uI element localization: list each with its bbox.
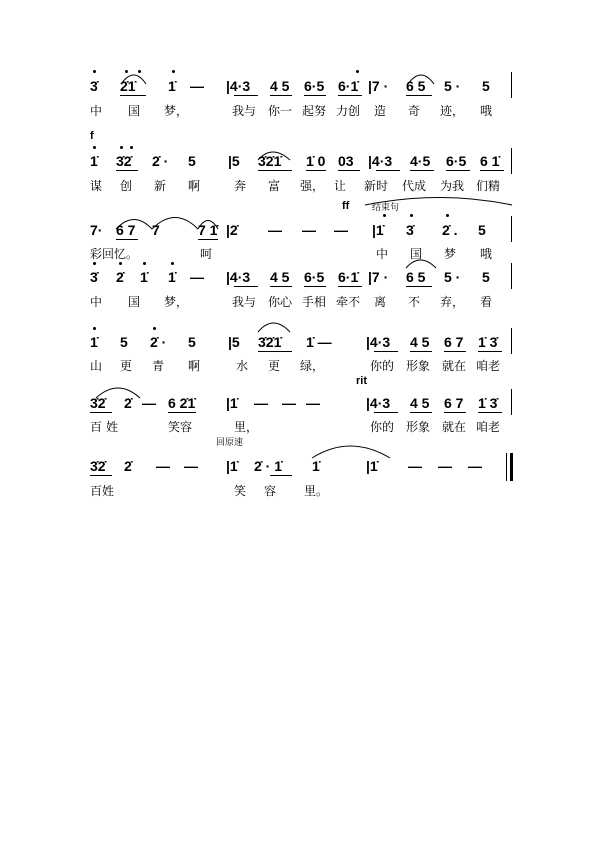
underline bbox=[258, 351, 292, 352]
barline bbox=[511, 148, 512, 174]
lyric: 姓 bbox=[106, 420, 119, 434]
lyric: 形象 bbox=[406, 420, 431, 434]
lyric: 梦 bbox=[444, 247, 457, 261]
underline bbox=[410, 412, 432, 413]
lyric: 起努 bbox=[302, 104, 327, 118]
note: 7· bbox=[90, 222, 103, 238]
lyric: 迹， bbox=[440, 104, 465, 118]
underline bbox=[410, 170, 434, 171]
octave-dot bbox=[120, 146, 123, 149]
lyric: 让 bbox=[334, 179, 347, 193]
note: 1̇ bbox=[168, 269, 176, 285]
lyric: 国 bbox=[128, 295, 141, 309]
note: 03 bbox=[338, 153, 354, 169]
lyric: 更 bbox=[120, 359, 133, 373]
note: — bbox=[156, 458, 170, 474]
octave-dot bbox=[119, 262, 122, 265]
underline bbox=[270, 286, 292, 287]
note: 1̇ bbox=[140, 269, 148, 285]
underline bbox=[304, 95, 326, 96]
note: 3̇2̇ bbox=[116, 153, 132, 169]
note: 2̇ · bbox=[150, 334, 167, 350]
lyric: 我与 bbox=[232, 104, 257, 118]
lyric: 新 bbox=[154, 179, 167, 193]
note: — bbox=[190, 78, 204, 94]
tempo-mark: 回原速 bbox=[216, 438, 244, 448]
note: 4·5 bbox=[410, 153, 431, 169]
lyric: 笑容 bbox=[168, 420, 193, 434]
note: 1̇ 3̇ bbox=[478, 334, 498, 350]
octave-dot bbox=[130, 146, 133, 149]
lyric: 咱老 bbox=[476, 359, 501, 373]
note: — bbox=[282, 395, 296, 411]
lyric: 咱老 bbox=[476, 420, 501, 434]
underline bbox=[338, 95, 362, 96]
lyric: 就在 bbox=[442, 359, 467, 373]
underline bbox=[478, 412, 502, 413]
final-barline-thin bbox=[506, 453, 507, 481]
note: — bbox=[306, 395, 320, 411]
underline bbox=[374, 412, 398, 413]
lyric: 手相 bbox=[302, 295, 327, 309]
final-barline-thick bbox=[510, 453, 513, 481]
lyric: 梦， bbox=[164, 295, 189, 309]
note: 6 7 bbox=[444, 395, 464, 411]
underline bbox=[120, 95, 146, 96]
note: 4 5 bbox=[410, 334, 430, 350]
note: — bbox=[408, 458, 422, 474]
lyric: 笑 bbox=[234, 484, 247, 498]
lyric: 青 bbox=[152, 359, 165, 373]
underline bbox=[338, 170, 360, 171]
note: 7 1̇ bbox=[198, 222, 218, 238]
note: |5 bbox=[228, 334, 240, 350]
lyric: 更 bbox=[268, 359, 281, 373]
barline bbox=[511, 328, 512, 354]
note: |4·3 bbox=[226, 269, 251, 285]
lyric: 彩回忆。 bbox=[90, 247, 139, 261]
underline bbox=[258, 170, 292, 171]
lyric: 中 bbox=[90, 104, 103, 118]
lyric: 哦 bbox=[480, 247, 493, 261]
lyric: 你心 bbox=[268, 295, 293, 309]
note: |1̇ bbox=[372, 222, 384, 238]
underline bbox=[410, 351, 432, 352]
note: |1̇ bbox=[226, 395, 238, 411]
underline bbox=[376, 170, 400, 171]
octave-dot bbox=[125, 70, 128, 73]
note: 7 bbox=[152, 222, 160, 238]
slur bbox=[406, 260, 436, 268]
underline bbox=[168, 412, 196, 413]
dynamic-mark: ff bbox=[342, 200, 350, 212]
underline bbox=[234, 95, 258, 96]
lyric: 百 bbox=[90, 420, 103, 434]
octave-dot bbox=[93, 327, 96, 330]
lyric: 山 bbox=[90, 359, 103, 373]
note: 6·1̇ bbox=[338, 78, 359, 94]
note: 6 2̇1̇ bbox=[168, 395, 196, 411]
lyric: 你一 bbox=[268, 104, 293, 118]
lyric: 谋 bbox=[90, 179, 103, 193]
note: — bbox=[184, 458, 198, 474]
underline bbox=[338, 286, 362, 287]
note: 6 7 bbox=[444, 334, 464, 350]
note: |5 bbox=[228, 153, 240, 169]
note: 2̇ bbox=[124, 395, 132, 411]
octave-dot bbox=[383, 214, 386, 217]
barline bbox=[511, 263, 512, 289]
note: 1̇ bbox=[312, 458, 320, 474]
lyric: 你的 bbox=[370, 420, 395, 434]
note: |1̇ bbox=[226, 458, 238, 474]
lyric: 看 bbox=[480, 295, 493, 309]
octave-dot bbox=[356, 70, 359, 73]
underline bbox=[270, 475, 292, 476]
barline bbox=[511, 389, 512, 415]
note: 1̇ bbox=[168, 78, 176, 94]
note: 2̇ · bbox=[152, 153, 169, 169]
note: — bbox=[142, 395, 156, 411]
octave-dot bbox=[93, 146, 96, 149]
note: |7 · bbox=[368, 269, 389, 285]
barline bbox=[511, 72, 512, 98]
lyric: 啊 bbox=[188, 359, 201, 373]
note: 5 bbox=[120, 334, 128, 350]
note: 6 1̇ bbox=[480, 153, 500, 169]
note: 4 5 bbox=[270, 269, 290, 285]
underline bbox=[198, 239, 218, 240]
underline bbox=[116, 170, 138, 171]
underline bbox=[446, 170, 470, 171]
lyric: 绿， bbox=[300, 359, 325, 373]
underline bbox=[374, 351, 398, 352]
note: 3̇2̇1̇ bbox=[258, 153, 282, 169]
note: 1̇ — bbox=[306, 334, 332, 350]
barline bbox=[511, 216, 512, 242]
underline bbox=[406, 95, 432, 96]
note: — bbox=[334, 222, 348, 238]
lyric: 弃， bbox=[440, 295, 465, 309]
lyric: 国 bbox=[410, 247, 423, 261]
lyric: 奇 bbox=[408, 104, 421, 118]
octave-dot bbox=[171, 262, 174, 265]
lyric: 哦 bbox=[480, 104, 493, 118]
lyric: 就在 bbox=[442, 420, 467, 434]
note: |4·3 bbox=[226, 78, 251, 94]
note: 3̇2̇1̇ bbox=[258, 334, 282, 350]
note: — bbox=[468, 458, 482, 474]
note: |4·3 bbox=[366, 334, 391, 350]
underline bbox=[478, 351, 502, 352]
octave-dot bbox=[172, 70, 175, 73]
note: — bbox=[268, 222, 282, 238]
note: 2̇1̇ bbox=[120, 78, 136, 94]
note: |4·3 bbox=[368, 153, 393, 169]
lyric: 形象 bbox=[406, 359, 431, 373]
lyric: 牵不 bbox=[336, 295, 361, 309]
section-label: 结束句 bbox=[372, 203, 400, 213]
underline bbox=[116, 239, 138, 240]
underline bbox=[444, 351, 466, 352]
lyric: 你的 bbox=[370, 359, 395, 373]
lyric: 呵 bbox=[200, 247, 213, 261]
note: |7 · bbox=[368, 78, 389, 94]
octave-dot bbox=[93, 262, 96, 265]
note: 5 bbox=[188, 153, 196, 169]
note: 1̇ bbox=[90, 153, 98, 169]
note: — bbox=[190, 269, 204, 285]
underline bbox=[270, 95, 292, 96]
note: 2̇ . bbox=[442, 222, 458, 238]
note: 2̇ bbox=[116, 269, 124, 285]
note: 1̇ 3̇ bbox=[478, 395, 498, 411]
note: 6 5 bbox=[406, 78, 426, 94]
lyric: 里。 bbox=[304, 484, 329, 498]
note: — bbox=[254, 395, 268, 411]
underline bbox=[234, 286, 258, 287]
note: 5 bbox=[482, 269, 490, 285]
octave-dot bbox=[153, 327, 156, 330]
lyric: 国 bbox=[128, 104, 141, 118]
note: 3̇ bbox=[406, 222, 414, 238]
lyric: 们精 bbox=[476, 179, 501, 193]
note: 5 bbox=[188, 334, 196, 350]
note: |1̇ bbox=[366, 458, 378, 474]
slur bbox=[312, 446, 390, 458]
lyric: 代成 bbox=[402, 179, 427, 193]
note: 1̇ bbox=[90, 334, 98, 350]
lyric: 力创 bbox=[336, 104, 361, 118]
note: 3̇ bbox=[90, 269, 98, 285]
note: 5 bbox=[482, 78, 490, 94]
dynamic-mark: f bbox=[90, 130, 94, 142]
note: |2̇ bbox=[226, 222, 238, 238]
note: 3̇2̇ bbox=[90, 395, 106, 411]
tempo-mark: rit bbox=[356, 375, 367, 387]
octave-dot bbox=[93, 70, 96, 73]
note: — bbox=[438, 458, 452, 474]
lyric: 啊 bbox=[188, 179, 201, 193]
lyric: 离 bbox=[374, 295, 387, 309]
lyric: 造 bbox=[374, 104, 387, 118]
note: 3̇ bbox=[90, 78, 98, 94]
note: |4·3 bbox=[366, 395, 391, 411]
underline bbox=[444, 412, 466, 413]
underline bbox=[306, 170, 326, 171]
note: 2̇ bbox=[124, 458, 132, 474]
note: 6·1̇ bbox=[338, 269, 359, 285]
note: 5 · bbox=[444, 269, 461, 285]
lyric: 新时 bbox=[364, 179, 389, 193]
note: 5 · bbox=[444, 78, 461, 94]
underline bbox=[90, 412, 112, 413]
lyric: 里， bbox=[234, 420, 259, 434]
note: 6·5 bbox=[304, 78, 325, 94]
underline bbox=[304, 286, 326, 287]
octave-dot bbox=[143, 262, 146, 265]
lyric: 富 bbox=[268, 179, 281, 193]
underline bbox=[90, 475, 112, 476]
lyric: 中 bbox=[90, 295, 103, 309]
note: 5 bbox=[478, 222, 486, 238]
note: 6·5 bbox=[446, 153, 467, 169]
lyric: 我与 bbox=[232, 295, 257, 309]
lyric: 强， bbox=[300, 179, 325, 193]
lyric: 容 bbox=[264, 484, 277, 498]
lyric: 梦， bbox=[164, 104, 189, 118]
note: 1̇ 0 bbox=[306, 153, 326, 169]
underline bbox=[480, 170, 504, 171]
lyric: 百姓 bbox=[90, 484, 115, 498]
lyric: 创 bbox=[120, 179, 133, 193]
note: 3̇2̇ bbox=[90, 458, 106, 474]
underline bbox=[406, 286, 432, 287]
lyric: 中 bbox=[376, 247, 389, 261]
note: 4 5 bbox=[410, 395, 430, 411]
note: 6·5 bbox=[304, 269, 325, 285]
lyric: 水 bbox=[236, 359, 249, 373]
slur bbox=[258, 323, 290, 332]
note: 4 5 bbox=[270, 78, 290, 94]
lyric: 为我 bbox=[440, 179, 465, 193]
lyric: 奔 bbox=[234, 179, 247, 193]
lyric: 不 bbox=[408, 295, 421, 309]
octave-dot bbox=[446, 214, 449, 217]
note: 2̇ · 1̇ bbox=[254, 458, 283, 474]
octave-dot bbox=[410, 214, 413, 217]
note: 6 5 bbox=[406, 269, 426, 285]
octave-dot bbox=[138, 70, 141, 73]
note: — bbox=[302, 222, 316, 238]
note: 6 7 bbox=[116, 222, 136, 238]
